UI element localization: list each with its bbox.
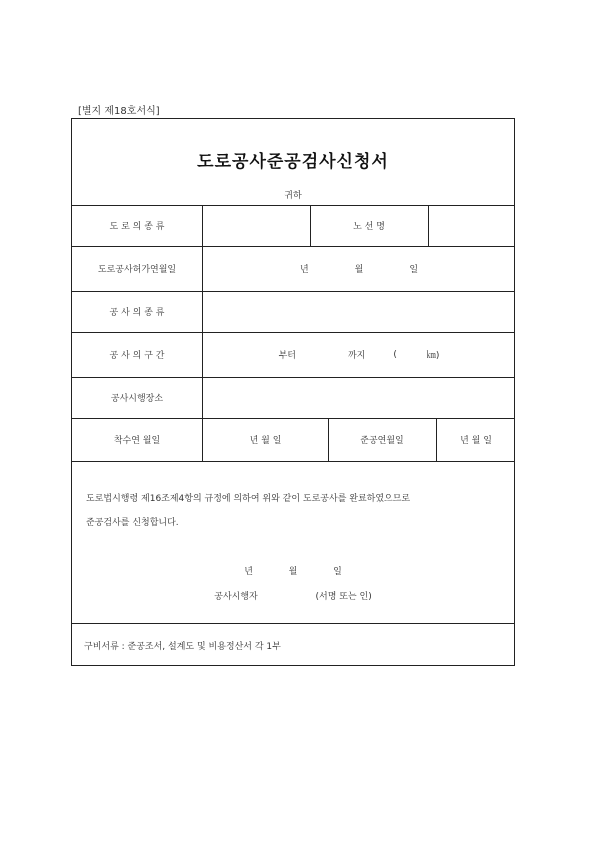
route-name-field[interactable] xyxy=(429,205,515,246)
work-location-label: 공사시행장소 xyxy=(110,394,164,404)
signature-note: (서명 또는 인) xyxy=(315,592,372,602)
addressee: 귀하 xyxy=(284,191,302,201)
road-type-label: 도 로 의 종 류 xyxy=(109,222,165,232)
section-to: 까지 xyxy=(347,351,366,361)
application-date-day: 일 xyxy=(333,567,342,577)
work-type-label: 공 사 의 종 류 xyxy=(109,308,165,318)
application-date-year: 년 xyxy=(244,567,253,577)
section-open-paren: ( xyxy=(393,349,397,360)
permit-date-field[interactable] xyxy=(203,246,515,291)
section-unit: ㎞) xyxy=(426,351,440,361)
permit-date-month: 월 xyxy=(354,265,364,275)
route-name-label: 노 선 명 xyxy=(353,222,385,232)
statement-line-2: 준공검사를 신청합니다. xyxy=(86,518,179,528)
section-from: 부터 xyxy=(278,351,296,361)
work-section-field[interactable] xyxy=(203,332,515,377)
work-type-field[interactable] xyxy=(203,291,515,332)
permit-date-year: 년 xyxy=(299,265,309,275)
form-title: 도로공사준공검사신청서 xyxy=(197,152,389,172)
table-bottom-rule xyxy=(72,461,514,462)
start-date-field[interactable]: 년 월 일 xyxy=(249,436,282,446)
applicant-label: 공사시행자 xyxy=(214,592,258,602)
completion-date-field[interactable]: 년 월 일 xyxy=(460,436,492,446)
applicant-line xyxy=(72,589,514,602)
required-documents: 구비서류 : 준공조서, 설계도 및 비용정산서 각 1부 xyxy=(84,642,281,652)
work-location-field[interactable] xyxy=(203,377,515,418)
work-section-label: 공 사 의 구 간 xyxy=(109,351,165,361)
application-form xyxy=(71,118,515,666)
start-date-label: 착수연 월일 xyxy=(113,436,161,446)
statement-bottom-rule xyxy=(72,623,514,624)
form-number-label: [별지 제18호서식] xyxy=(78,106,160,117)
permit-date-label: 도로공사허가연월일 xyxy=(97,265,177,275)
road-type-field[interactable] xyxy=(203,205,310,246)
permit-date-day: 일 xyxy=(409,265,419,275)
application-date-month: 월 xyxy=(288,567,298,577)
completion-date-label: 준공연월일 xyxy=(360,436,404,446)
statement-line-1: 도로법시행령 제16조제4항의 규정에 의하여 위와 같이 도로공사를 완료하였으므로 xyxy=(86,494,411,504)
application-date xyxy=(72,564,514,577)
